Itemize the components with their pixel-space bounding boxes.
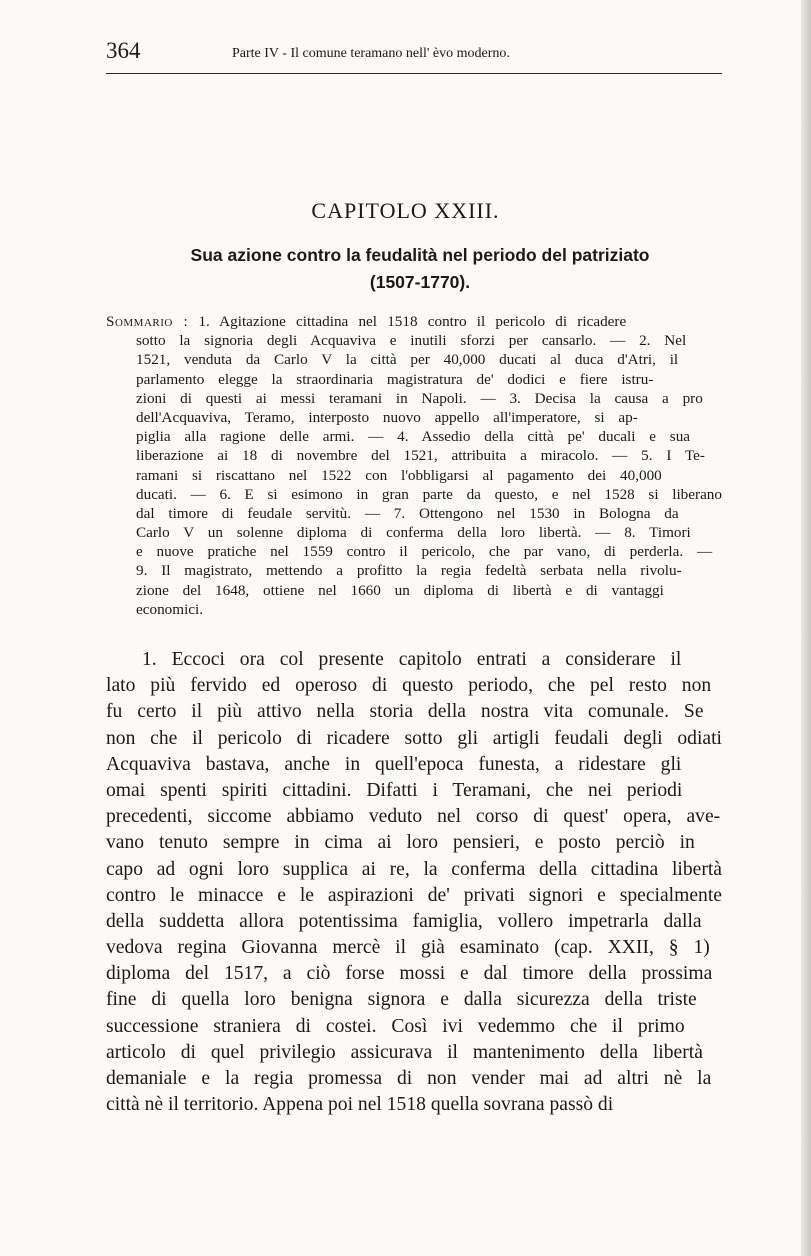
paragraph-line: contro le minacce e le aspirazioni de' privati signori e specialmente: [106, 884, 722, 906]
summary-line: zioni di questi ai messi teramani in Napoli. — 3. Decisa la causa a pro: [136, 389, 703, 407]
paragraph-line: precedenti, siccome abbiamo veduto nel corso di quest' opera, ave-: [106, 806, 721, 828]
summary-label: Sommario :: [106, 313, 189, 330]
summary-line: sotto la signoria degli Acquaviva e inutili sforzi per cansarlo. — 2. Nel: [136, 332, 687, 350]
summary-line: dell'Acquaviva, Teramo, interposto nuovo appello all'imperatore, si ap-: [136, 408, 638, 426]
paragraph-line: lato più fervido ed operoso di questo periodo, che pel resto non: [106, 675, 712, 697]
summary-line: zione del 1648, ottiene nel 1660 un diploma di libertà e di vantaggi: [136, 581, 664, 599]
paragraph-line: vano tenuto sempre in cima ai loro pensieri, e posto perciò in: [106, 832, 695, 854]
body-text: [106, 647, 722, 1118]
chapter-dates: (1507-1770).: [369, 272, 471, 293]
paragraph-line: vedova regina Giovanna mercè il già esaminato (cap. XXII, § 1): [106, 937, 710, 959]
header-rule: [106, 73, 722, 74]
paragraph-line: 1. Eccoci ora col presente capitolo entrati a considerare il: [142, 649, 682, 670]
chapter-subtitle-line: Sua azione contro la feudalità nel periodo del patriziato: [190, 245, 650, 265]
summary-line: ducati. — 6. E si esimono in gran parte da questo, e nel 1528 si liberano: [136, 485, 722, 503]
page-number: 364: [106, 38, 141, 63]
chapter-summary: [106, 312, 722, 619]
paragraph-line: demaniale e la regia promessa di non vender mai ad altri nè la: [106, 1068, 712, 1089]
summary-line: dal timore di feudale servitù. — 7. Ottengono nel 1530 in Bologna da: [136, 504, 679, 522]
summary-line: piglia alla ragione delle armi. — 4. Assedio della città pe' ducali e sua: [136, 428, 691, 446]
summary-line: parlamento elegge la straordinaria magistratura de' dodici e fiere istru-: [136, 370, 654, 388]
summary-line: liberazione ai 18 di novembre del 1521, attribuita a miracolo. — 5. I Te-: [136, 447, 705, 465]
summary-line: ramani si riscattano nel 1522 con l'obbligarsi al pagamento dei 40,000: [136, 466, 662, 484]
chapter-subtitle: [130, 242, 710, 296]
paragraph-line: città nè il territorio. Appena poi nel 1518 quella sovrana passò di: [106, 1094, 614, 1116]
summary-line: economici.: [136, 600, 204, 618]
paragraph-line: articolo di quel privilegio assicurava il mantenimento della libertà: [106, 1041, 703, 1063]
paragraph-line: Acquaviva bastava, anche in quell'epoca funesta, a ridestare gli: [106, 753, 682, 775]
paragraph-line: omai spenti spiriti cittadini. Difatti i Teramani, che nei periodi: [106, 779, 683, 801]
book-spine-shadow: [801, 0, 811, 1256]
paragraph-line: capo ad ogni loro supplica ai re, la conferma della cittadina libertà: [106, 858, 722, 880]
summary-line: Carlo V un solenne diploma di conferma della loro libertà. — 8. Timori: [136, 524, 691, 542]
paragraph-line: non che il pericolo di ricadere sotto gli artigli feudali degli odiati: [106, 727, 722, 749]
paragraph-line: successione straniera di costei. Così ivi vedemmo che il primo: [106, 1015, 685, 1037]
summary-line: 1521, venduta da Carlo V la città per 40,000 ducati al duca d'Atri, il: [136, 351, 679, 369]
paragraph-line: fu certo il più attivo nella storia della nostra vita comunale. Se: [106, 701, 704, 723]
paragraph-line: diploma del 1517, a ciò forse mossi e dal timore della prossima: [106, 963, 713, 985]
summary-line: 1. Agitazione cittadina nel 1518 contro il pericolo di ricadere: [198, 313, 627, 330]
summary-line: 9. Il magistrato, mettendo a profitto la regia fedeltà serbata nella rivolu-: [136, 562, 682, 580]
summary-line: e nuove pratiche nel 1559 contro il pericolo, che par vano, di perderla. —: [136, 543, 713, 561]
paragraph-line: fine di quella loro benigna signora e dalla sicurezza della triste: [106, 989, 697, 1011]
chapter-title: CAPITOLO XXIII.: [311, 198, 500, 223]
running-head: Parte IV - Il comune teramano nell' èvo moderno.: [232, 46, 510, 61]
paragraph-line: della suddetta allora potentissima famiglia, vollero impetrarla dalla: [106, 910, 702, 932]
summary-first-line: [106, 312, 722, 331]
